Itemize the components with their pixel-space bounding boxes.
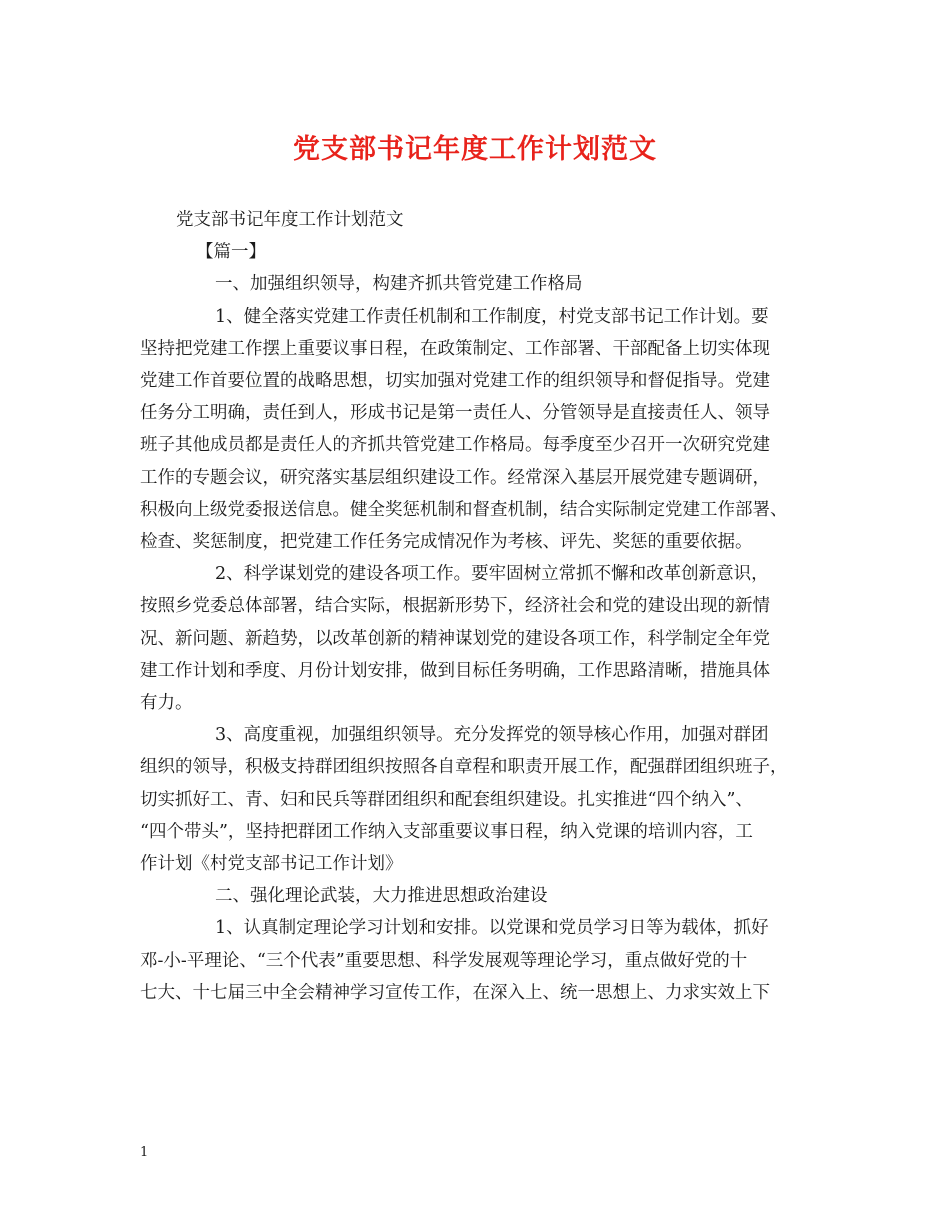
paragraph-line: 【篇一】: [196, 242, 266, 263]
paragraph-line: 切实抓好工、青、妇和民兵等群团组织和配套组织建设。扎实推进“四个纳入”、: [140, 789, 753, 810]
paragraph-line: 坚持把党建工作摆上重要议事日程，在政策制定、工作部署、干部配备上切实体现: [140, 338, 770, 359]
paragraph-line: 1、健全落实党建工作责任机制和工作制度，村党支部书记工作计划。要: [215, 306, 769, 327]
paragraph-line: “四个带头”，坚持把群团工作纳入支部重要议事日程，纳入党课的培训内容，工: [140, 821, 753, 842]
paragraph-line: 一、加强组织领导，构建齐抓共管党建工作格局: [215, 274, 583, 295]
paragraph-line: 按照乡党委总体部署，结合实际，根据新形势下，经济社会和党的建设出现的新情: [140, 596, 770, 617]
paragraph-line: 积极向上级党委报送信息。健全奖惩机制和督查机制，结合实际制定党建工作部署、: [140, 499, 788, 520]
page-number: 1: [140, 1145, 149, 1160]
paragraph-line: 2、科学谋划党的建设各项工作。要牢固树立常抓不懈和改革创新意识，: [215, 564, 769, 585]
document-body: [140, 204, 830, 1009]
paragraph-line: 组织的领导，积极支持群团组织按照各自章程和职责开展工作，配强群团组织班子，: [140, 757, 788, 778]
paragraph-line: 二、强化理论武装，大力推进思想政治建设: [215, 886, 548, 907]
paragraph-line: 邓-小-平理论、“三个代表”重要思想、科学发展观等理论学习，重点做好党的十: [140, 950, 748, 971]
paragraph-line: 有力。: [140, 693, 193, 714]
paragraph-line: 任务分工明确，责任到人，形成书记是第一责任人、分管领导是直接责任人、领导: [140, 403, 770, 424]
paragraph-line: 班子其他成员都是责任人的齐抓共管党建工作格局。每季度至少召开一次研究党建: [140, 435, 770, 456]
paragraph-line: 3、高度重视，加强组织领导。充分发挥党的领导核心作用，加强对群团: [215, 725, 769, 746]
paragraph-line: 党建工作首要位置的战略思想，切实加强对党建工作的组织领导和督促指导。党建: [140, 371, 770, 392]
document-title: 党支部书记年度工作计划范文: [293, 134, 657, 165]
paragraph-line: 建工作计划和季度、月份计划安排，做到目标任务明确，工作思路清晰，措施具体: [140, 660, 770, 681]
paragraph-line: 检查、奖惩制度，把党建工作任务完成情况作为考核、评先、奖惩的重要依据。: [140, 532, 753, 553]
paragraph-line: 作计划《村党支部书记工作计划》: [140, 854, 403, 875]
paragraph-line: 1、认真制定理论学习计划和安排。以党课和党员学习日等为载体，抓好: [215, 918, 769, 939]
paragraph-line: 工作的专题会议，研究落实基层组织建设工作。经常深入基层开展党建专题调研，: [140, 467, 770, 488]
paragraph-line: 况、新问题、新趋势，以改革创新的精神谋划党的建设各项工作，科学制定全年党: [140, 628, 770, 649]
paragraph-line: 党支部书记年度工作计划范文: [176, 210, 404, 230]
paragraph-line: 七大、十七届三中全会精神学习宣传工作，在深入上、统一思想上、力求实效上下: [140, 982, 770, 1003]
